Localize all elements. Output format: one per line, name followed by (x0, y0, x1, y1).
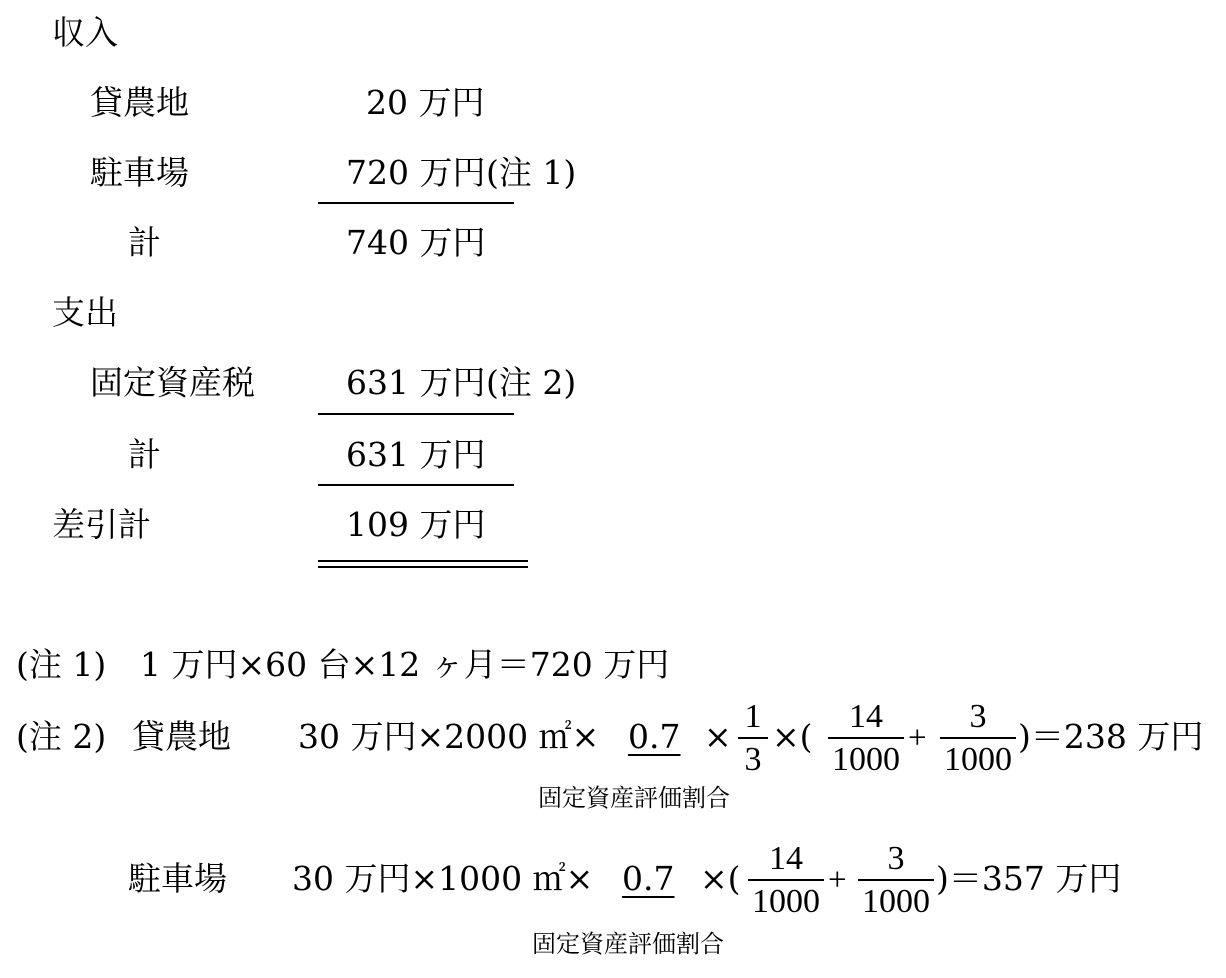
fraction-denominator: 1000 (944, 741, 1012, 778)
note2-line2-result: )＝357 万円 (936, 859, 1122, 898)
note2-line2-plus: + (828, 862, 847, 898)
row-label-parking: 駐車場 (90, 153, 189, 192)
net-label: 差引計 (52, 505, 151, 544)
fraction-bar (738, 737, 768, 739)
total-rule (318, 484, 514, 486)
fraction-denominator: 1000 (832, 741, 900, 778)
fraction-numerator: 1 (744, 698, 762, 735)
fraction-numerator: 3 (969, 698, 987, 735)
note2-line1-plus: + (908, 720, 927, 756)
fraction-three-thousandths (940, 700, 1016, 777)
note2-line1-ratio-caption: 固定資産評価割合 (538, 784, 730, 812)
note2-line2-ratio: 0.7 (622, 859, 675, 898)
income-total-label: 計 (128, 223, 161, 262)
fraction-bar (858, 879, 934, 881)
amount-parking: 720 万円 (346, 153, 486, 192)
fraction-bar (940, 737, 1016, 739)
note2-tag: (注 2) (16, 717, 107, 756)
note2-line1-times: × (704, 717, 732, 756)
note1-tag: (注 1) (16, 645, 107, 684)
note2-line2-label: 駐車場 (128, 859, 227, 898)
note2-line1-times2: ×( (772, 717, 813, 756)
note-ref-2: (注 2) (486, 363, 577, 402)
expense-total-amount: 631 万円 (346, 435, 486, 474)
grand-total-double-rule (318, 560, 528, 568)
income-total-amount: 740 万円 (346, 223, 486, 262)
fraction-bar (828, 737, 904, 739)
note2-line2-ratio-caption: 固定資産評価割合 (532, 930, 724, 958)
fraction-denominator: 1000 (862, 883, 930, 920)
fraction-numerator: 14 (849, 698, 883, 735)
note2-line1-ratio: 0.7 (628, 717, 681, 756)
subtotal-rule (318, 202, 514, 204)
fraction-fourteen-thousandths (748, 842, 824, 919)
note2-line1-label: 貸農地 (132, 717, 231, 756)
amount-rental-farmland: 20 万円 (366, 83, 485, 122)
subtotal-rule (318, 413, 514, 415)
expense-total-label: 計 (128, 435, 161, 474)
fraction-denominator: 1000 (752, 883, 820, 920)
fraction-one-third (738, 700, 768, 777)
note2-line1-result: )＝238 万円 (1018, 717, 1204, 756)
note1-formula: 1 万円×60 台×12 ヶ月＝720 万円 (140, 645, 670, 684)
expense-heading: 支出 (52, 293, 118, 332)
amount-property-tax: 631 万円 (346, 363, 486, 402)
row-label-rental-farmland: 貸農地 (90, 83, 189, 122)
note-ref-1: (注 1) (486, 153, 577, 192)
note2-line2-times: ×( (700, 859, 741, 898)
net-amount: 109 万円 (346, 505, 486, 544)
fraction-numerator: 14 (769, 840, 803, 877)
note2-line2-prefix: 30 万円×1000 ㎡× (292, 859, 594, 898)
fraction-denominator: 3 (744, 741, 762, 778)
fraction-fourteen-thousandths (828, 700, 904, 777)
row-label-property-tax: 固定資産税 (90, 363, 255, 402)
income-heading: 収入 (52, 13, 118, 52)
fraction-three-thousandths (858, 842, 934, 919)
fraction-numerator: 3 (887, 840, 905, 877)
fraction-bar (748, 879, 824, 881)
note2-line1-prefix: 30 万円×2000 ㎡× (298, 717, 600, 756)
